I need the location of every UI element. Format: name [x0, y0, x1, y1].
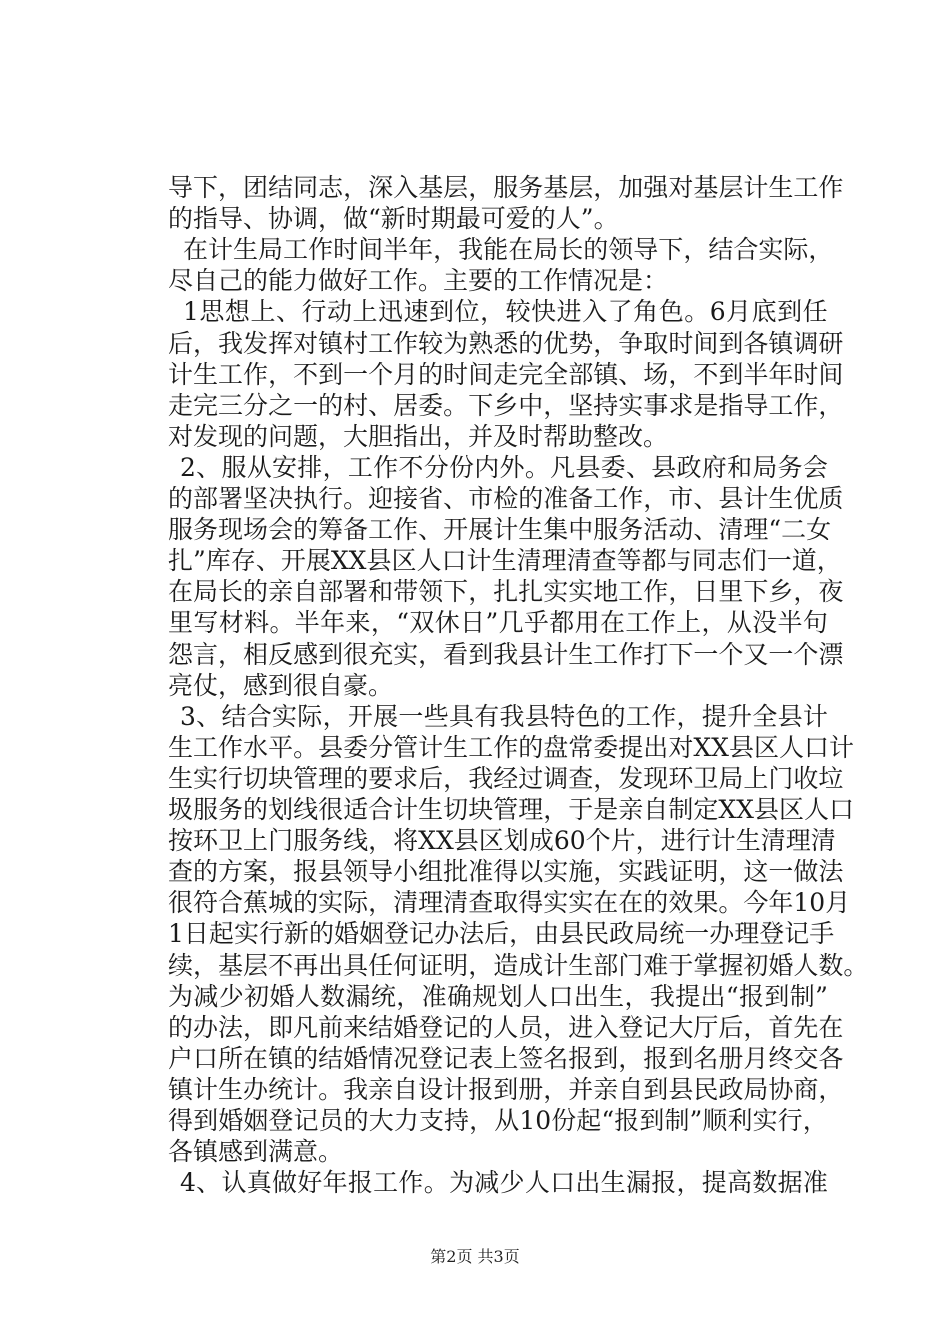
text-line: 1 思 想 上 、 行 动 上 迅 速 到 位 ， 较 快 进 入 了 角 色 。 6 月 底 到 任: [183, 297, 828, 326]
text-line: 对发现的问题，大胆指出，并及时帮助整改。: [168, 422, 669, 451]
text-line: 3 、 结 合 实 际 ， 开 展 一 些 具 有 我 县 特 色 的 工 作 ， 提 升 全 县 计: [180, 702, 828, 731]
text-line: 在 局 长 的 亲 自 部 署 和 带 领 下 ， 扎 扎 实 实 地 工 作 ， 日 里 下 乡 ， 夜: [168, 577, 844, 606]
text-line: 镇 计 生 办 统 计 。 我 亲 自 设 计 报 到 册 ， 并 亲 自 到 县 民 政 局 协 商 ，: [168, 1075, 844, 1104]
text-line: 续 ， 基 层 不 再 出 具 任 何 证 明 ， 造 成 计 生 部 门 难 于 掌 握 初 婚 人 数 。: [168, 951, 869, 980]
text-line: 扎 ” 库 存 、 开 展 XX 县 区 人 口 计 生 清 理 清 查 等 都 与 同 志 们 一 道 ，: [168, 546, 842, 575]
text-line: 得 到 婚 姻 登 记 员 的 大 力 支 持 ， 从 10 份 起 “ 报 到 制 ” 顺 利 实 行 ，: [168, 1106, 828, 1135]
text-line: 圾 服 务 的 划 线 很 适 合 计 生 切 块 管 理 ， 于 是 亲 自 制 定 XX 县 区 人 口: [168, 795, 855, 824]
text-line: 户 口 所 在 镇 的 结 婚 情 况 登 记 表 上 签 名 报 到 ， 报 到 名 册 月 终 交 各: [168, 1044, 844, 1073]
text-line: 为 减 少 初 婚 人 数 漏 统 ， 准 确 规 划 人 口 出 生 ， 我 提 出 “ 报 到 制 ”: [168, 982, 828, 1011]
text-line: 在 计 生 局 工 作 时 间 半 年 ， 我 能 在 局 长 的 领 导 下 ， 结 合 实 际 ，: [183, 235, 834, 264]
text-line: 计 生 工 作 ， 不 到 一 个 月 的 时 间 走 完 全 部 镇 、 场 ， 不 到 半 年 时 间: [168, 360, 844, 389]
text-line: 很 符 合 蕉 城 的 实 际 ， 清 理 清 查 取 得 实 实 在 在 的 效 果 。 今 年 10 月: [168, 888, 851, 917]
text-line: 怨 言 ， 相 反 感 到 很 充 实 ， 看 到 我 县 计 生 工 作 打 下 一 个 又 一 个 漂: [168, 640, 844, 669]
text-line: 的 办 法 ， 即 凡 前 来 结 婚 登 记 的 人 员 ， 进 入 登 记 大 厅 后 ， 首 先 在: [168, 1013, 844, 1042]
text-line: 4 、 认 真 做 好 年 报 工 作 。 为 减 少 人 口 出 生 漏 报 ， 提 高 数 据 准: [180, 1168, 828, 1197]
text-line: 的 部 署 坚 决 执 行 。 迎 接 省 、 市 检 的 准 备 工 作 ， 市 、 县 计 生 优 质: [168, 484, 844, 513]
text-line: 生 工 作 水 平 。 县 委 分 管 计 生 工 作 的 盘 常 委 提 出 对 XX 县 区 人 口 计: [168, 733, 855, 762]
text-line: 1 日 起 实 行 新 的 婚 姻 登 记 办 法 后 ， 由 县 民 政 局 统 一 办 理 登 记 手: [168, 919, 835, 948]
text-line: 后 ， 我 发 挥 对 镇 村 工 作 较 为 熟 悉 的 优 势 ， 争 取 时 间 到 各 镇 调 研: [168, 329, 844, 358]
text-line: 按 环 卫 上 门 服 务 线 ， 将 XX 县 区 划 成 60 个 片 ， 进 行 计 生 清 理 清: [168, 826, 836, 855]
page-number: 第2页 共3页: [430, 1247, 520, 1266]
text-line: 走 完 三 分 之 一 的 村 、 居 委 。 下 乡 中 ， 坚 持 实 事 求 是 指 导 工 作 ，: [168, 391, 844, 420]
text-line: 生 实 行 切 块 管 理 的 要 求 后 ， 我 经 过 调 查 ， 发 现 环 卫 局 上 门 收 垃: [168, 764, 844, 793]
text-line: 里 写 材 料 。 半 年 来 ， “ 双 休 日 ” 几 乎 都 用 在 工 作 上 ， 从 没 半 句: [168, 608, 828, 637]
text-line: 服 务 现 场 会 的 筹 备 工 作 、 开 展 计 生 集 中 服 务 活 动 、 清 理 “ 二 女: [168, 515, 832, 544]
text-line: 的指导、协调，做“新时期最可爱的人”。: [168, 204, 619, 233]
text-line: 尽自己的能力做好工作。主要的工作情况是：: [168, 266, 669, 295]
text-line: 各镇感到满意。: [168, 1137, 344, 1166]
text-line: 查 的 方 案 ， 报 县 领 导 小 组 批 准 得 以 实 施 ， 实 践 证 明 ， 这 一 做 法: [168, 857, 844, 886]
page-footer: [0, 1247, 950, 1267]
text-line: 2 、 服 从 安 排 ， 工 作 不 分 份 内 外 。 凡 县 委 、 县 政 府 和 局 务 会: [180, 453, 828, 482]
text-line: 导 下 ， 团 结 同 志 ， 深 入 基 层 ， 服 务 基 层 ， 加 强 对 基 层 计 生 工 作: [168, 173, 844, 202]
text-line: 亮仗，感到很自豪。: [168, 671, 394, 700]
